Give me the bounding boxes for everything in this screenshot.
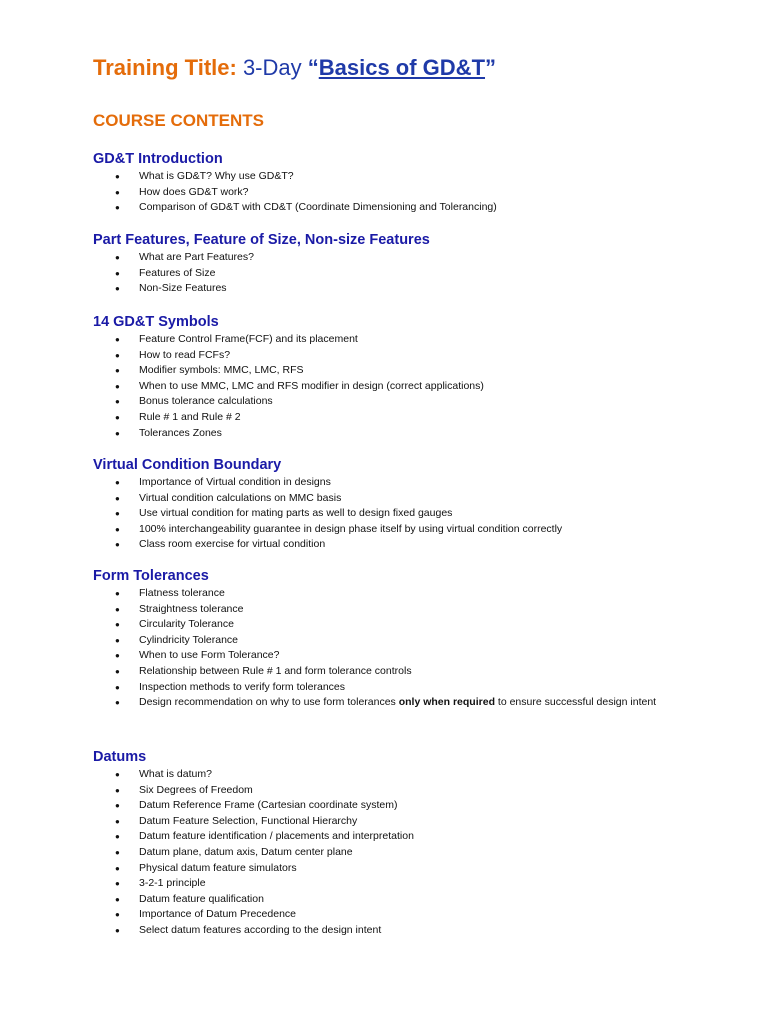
- list-item: [93, 814, 693, 830]
- list-item: [93, 586, 693, 602]
- list-item-text-emphasis: only when required: [398, 696, 495, 709]
- bullet-list: [93, 475, 693, 553]
- bullet-icon: ●: [115, 589, 120, 598]
- list-item-text: Straightness tolerance: [139, 602, 244, 615]
- list-item-text: How to read FCFs?: [139, 348, 231, 361]
- bullet-icon: ●: [115, 284, 120, 294]
- section-heading: Form Tolerances: [93, 568, 209, 584]
- list-item: [93, 876, 693, 892]
- bullet-icon: ●: [115, 509, 120, 519]
- title-days: 3-Day: [236, 55, 308, 80]
- list-item-text: When to use Form Tolerance?: [139, 649, 280, 662]
- section-datums: [93, 747, 693, 939]
- bullet-icon: ●: [115, 910, 120, 920]
- list-item: [93, 363, 693, 379]
- bullet-icon: ●: [115, 397, 120, 407]
- list-item-text: Modifier symbols: MMC, LMC, RFS: [139, 364, 304, 377]
- list-item: [93, 522, 693, 538]
- list-item: [93, 861, 693, 877]
- list-item: [93, 767, 693, 783]
- bullet-icon: ●: [115, 381, 120, 391]
- section-part-features: [93, 230, 693, 297]
- list-item-text: Use virtual condition for mating parts as well to design fixed gauges: [139, 507, 453, 520]
- list-item: [93, 266, 693, 282]
- list-item: [93, 783, 693, 799]
- list-item-text: Non-Size Features: [139, 282, 227, 295]
- bullet-list: [93, 586, 693, 711]
- bullet-list: [93, 332, 693, 441]
- list-item-text: Bonus tolerance calculations: [139, 395, 273, 408]
- list-item: [93, 648, 693, 664]
- list-item: [93, 394, 693, 410]
- list-item-text: Tolerances Zones: [139, 426, 222, 439]
- bullet-icon: ●: [115, 635, 120, 645]
- list-item-text: Datum feature qualification: [139, 892, 264, 905]
- list-item: [93, 907, 693, 923]
- bullet-icon: ●: [115, 428, 120, 438]
- list-item: [93, 845, 693, 861]
- bullet-icon: ●: [115, 540, 120, 550]
- bullet-icon: ●: [115, 366, 120, 376]
- bullet-icon: ●: [115, 801, 120, 811]
- section-gdt-introduction: [93, 149, 693, 216]
- list-item-text: Datum plane, datum axis, Datum center plane: [139, 845, 353, 858]
- list-item-text: Importance of Virtual condition in designs: [139, 476, 331, 488]
- list-item-text: Datum Feature Selection, Functional Hierarchy: [139, 814, 358, 827]
- list-item: [93, 680, 693, 696]
- bullet-icon: ●: [115, 816, 120, 826]
- bullet-icon: ●: [115, 478, 120, 487]
- bullet-list: [93, 767, 693, 939]
- title-quote-close: ”: [485, 55, 497, 80]
- section-virtual-condition-boundary: [93, 455, 693, 553]
- section-heading: GD&T Introduction: [93, 151, 223, 167]
- list-item-text: What are Part Features?: [139, 251, 254, 263]
- bullet-icon: ●: [115, 350, 120, 360]
- list-item: [93, 200, 693, 216]
- list-item: [93, 829, 693, 845]
- title-label: Training Title:: [93, 55, 237, 80]
- bullet-list: [93, 169, 693, 216]
- list-item: [93, 798, 693, 814]
- title-course-name: Basics of GD&T: [318, 55, 486, 80]
- list-item: [93, 379, 693, 395]
- bullet-icon: ●: [115, 604, 120, 614]
- list-item: [93, 664, 693, 680]
- bullet-icon: ●: [115, 493, 120, 503]
- list-item: [93, 169, 693, 185]
- list-item-text: Physical datum feature simulators: [139, 861, 297, 874]
- bullet-icon: ●: [115, 187, 120, 197]
- list-item: [93, 537, 693, 553]
- list-item-text: 100% interchangeability guarantee in design phase itself by using virtual condition correctly: [139, 522, 563, 535]
- list-item-text-after: to ensure successful design intent: [494, 696, 657, 709]
- list-item-text: Inspection methods to verify form tolerances: [139, 680, 346, 693]
- list-item: [93, 892, 693, 908]
- list-item-text: Feature Control Frame(FCF) and its placement: [139, 333, 358, 345]
- bullet-icon: ●: [115, 847, 120, 857]
- list-item-text: Relationship between Rule # 1 and form tolerance controls: [139, 664, 412, 677]
- section-form-tolerances: [93, 566, 693, 711]
- list-item-text: What is GD&T? Why use GD&T?: [139, 170, 294, 182]
- list-item: [93, 617, 693, 633]
- list-item-text: Rule # 1 and Rule # 2: [139, 410, 241, 423]
- bullet-icon: ●: [115, 651, 120, 661]
- title-quote-open: “: [307, 55, 319, 80]
- list-item: [93, 426, 693, 442]
- course-contents-heading: COURSE CONTENTS: [93, 111, 264, 130]
- bullet-icon: ●: [115, 785, 120, 795]
- list-item-text: Virtual condition calculations on MMC basis: [139, 491, 342, 504]
- list-item-text: Class room exercise for virtual condition: [139, 538, 326, 551]
- list-item-text: Flatness tolerance: [139, 587, 225, 599]
- list-item: [93, 602, 693, 618]
- list-item: [93, 475, 693, 491]
- list-item-text: When to use MMC, LMC and RFS modifier in design (correct applications): [139, 379, 484, 392]
- bullet-icon: ●: [115, 925, 120, 935]
- list-item-text: Cylindricity Tolerance: [139, 633, 239, 646]
- list-item-text: How does GD&T work?: [139, 185, 249, 198]
- bullet-list: [93, 250, 693, 297]
- list-item-text: Datum Reference Frame (Cartesian coordinate system): [139, 799, 398, 812]
- bullet-icon: ●: [115, 172, 120, 181]
- list-item: [93, 695, 693, 711]
- list-item-text: What is datum?: [139, 768, 212, 780]
- list-item-text-before: Design recommendation on why to use form tolerances: [139, 696, 399, 709]
- bullet-icon: ●: [115, 253, 120, 262]
- bullet-icon: ●: [115, 203, 120, 213]
- bullet-icon: ●: [115, 268, 120, 278]
- bullet-icon: ●: [115, 879, 120, 889]
- bullet-icon: ●: [115, 698, 120, 708]
- list-item: [93, 185, 693, 201]
- section-heading: 14 GD&T Symbols: [93, 314, 219, 330]
- training-title: [93, 53, 496, 83]
- list-item: [93, 491, 693, 507]
- list-item: [93, 633, 693, 649]
- list-item-text: Comparison of GD&T with CD&T (Coordinate Dimensioning and Tolerancing): [139, 201, 497, 214]
- bullet-icon: ●: [115, 863, 120, 873]
- bullet-icon: ●: [115, 524, 120, 534]
- list-item-text: Six Degrees of Freedom: [139, 783, 253, 796]
- section-heading: Datums: [93, 749, 147, 765]
- bullet-icon: ●: [115, 620, 120, 630]
- list-item: [93, 923, 693, 939]
- list-item: [93, 250, 693, 266]
- list-item-text: Importance of Datum Precedence: [139, 908, 296, 921]
- list-item-text: Circularity Tolerance: [139, 618, 234, 631]
- section-gdt-symbols: [93, 312, 693, 441]
- list-item: [93, 281, 693, 297]
- bullet-icon: ●: [115, 412, 120, 422]
- list-item: [93, 348, 693, 364]
- bullet-icon: ●: [115, 335, 120, 344]
- list-item-text: Features of Size: [139, 266, 216, 279]
- section-heading: Part Features, Feature of Size, Non-size Features: [93, 232, 430, 248]
- bullet-icon: ●: [115, 894, 120, 904]
- list-item-text: Datum feature identification / placements and interpretation: [139, 830, 414, 843]
- list-item-text: Select datum features according to the design intent: [139, 923, 382, 936]
- list-item: [93, 506, 693, 522]
- list-item: [93, 332, 693, 348]
- bullet-icon: ●: [115, 770, 120, 779]
- list-item-text: 3-2-1 principle: [139, 877, 206, 890]
- bullet-icon: ●: [115, 666, 120, 676]
- bullet-icon: ●: [115, 682, 120, 692]
- section-heading: Virtual Condition Boundary: [93, 457, 282, 473]
- list-item: [93, 410, 693, 426]
- bullet-icon: ●: [115, 832, 120, 842]
